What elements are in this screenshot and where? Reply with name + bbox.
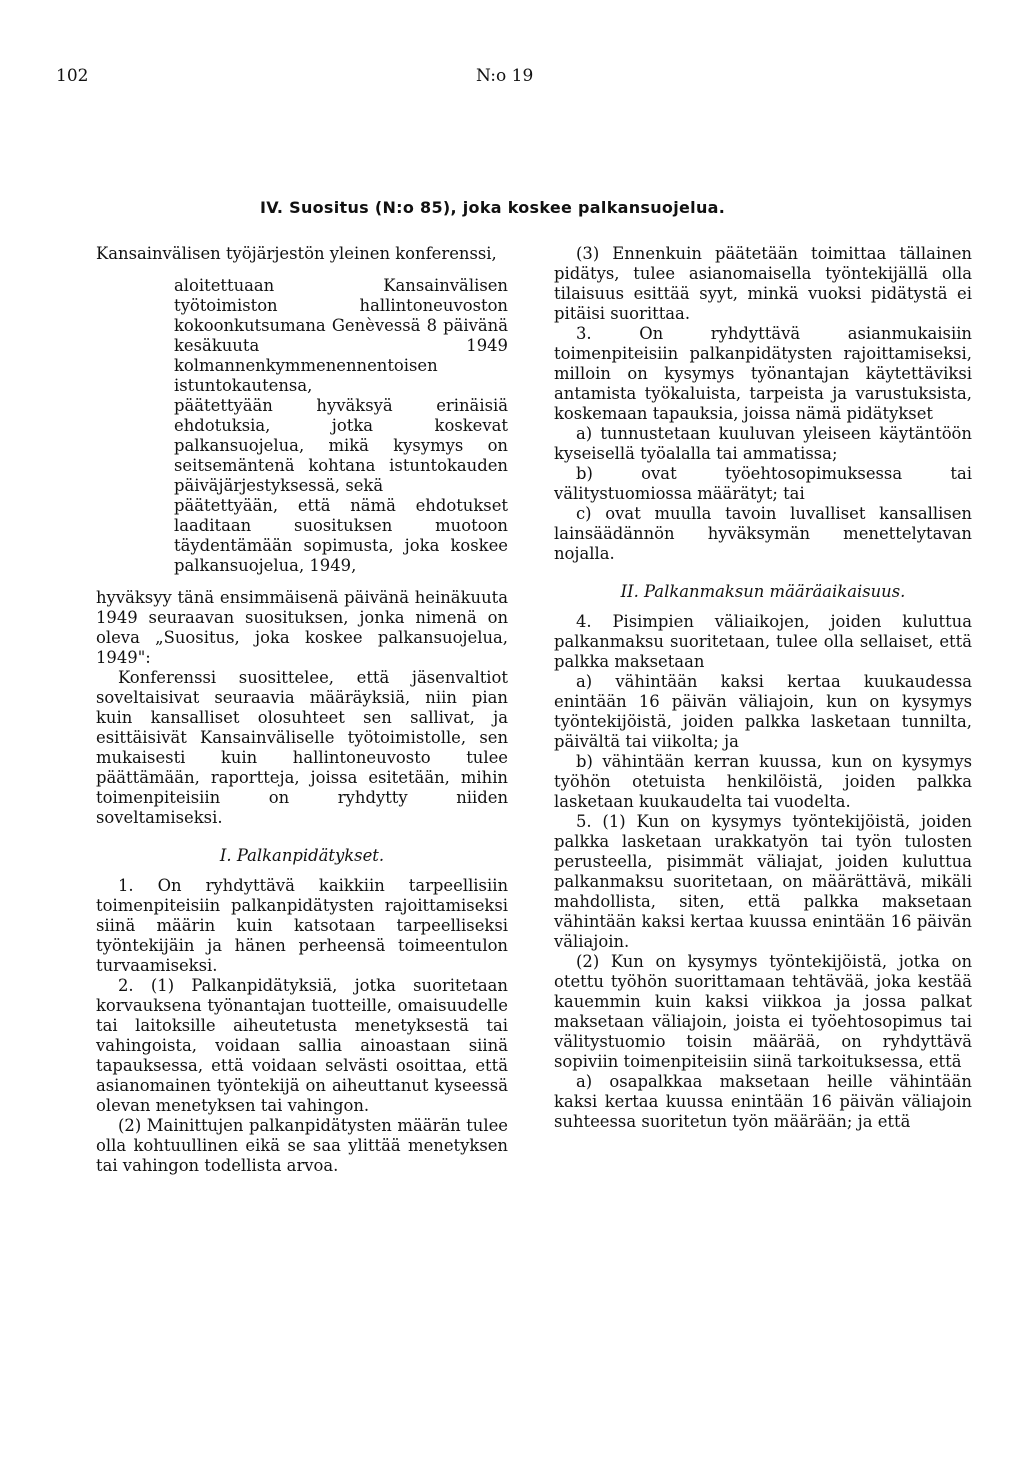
paragraph-item-4a: a) vähintään kaksi kertaa kuukaudessa enintään 16 päivän väliajoin, kun on kysymys työntekijöistä, joiden palkka lasketaan tunnilta, päivältä tai viikolta; ja [554,672,972,751]
paragraph-item-5-1: 5. (1) Kun on kysymys työntekijöistä, joiden palkka lasketaan urakkatyön tai työn tulosten perusteella, pisimmät väliajat, joiden kuluttua palkanmaksu suoritetaan, on määrättävä, mikäli mahdollista, siten, että palkka maksetaan vähintään kaksi kertaa kuussa enintään 16 päivän väliajoin. [554,812,972,951]
paragraph-item-3: 3. On ryhdyttävä asianmukaisiin toimenpiteisiin palkanpidätysten rajoittamiseksi, milloin on kysymys työnantajan käytettäviksi antamista työkaluista, tarpeista ja varustuksista, koskemaan tapauksia, joissa nämä pidätykset [554,324,972,423]
paragraph-item-4: 4. Pisimpien väliaikojen, joiden kuluttua palkanmaksu suoritetaan, tulee olla sellaiset, että palkka maksetaan [554,612,972,671]
subheading-wage-deductions: I. Palkanpidätykset. [219,846,385,865]
page-number: 102 [56,66,89,86]
paragraph-preamble-1: aloitettuaan Kansainvälisen työtoimiston hallintoneuvoston kokoonkutsumana Genèvessä 8 päivänä kesäkuuta 1949 kolmannenkymmenennentoisen istuntokautensa, [174,276,508,395]
paragraph-item-3c: c) ovat muulla tavoin luvalliset kansallisen lainsäädännön hyväksymän menettelytavan nojalla. [554,504,972,563]
left-column [96,244,508,1176]
paragraph-item-3b: b) ovat työehtosopimuksessa tai välitystuomiossa määrätyt; tai [554,464,972,503]
paragraph-item-5-2a: a) osapalkkaa maksetaan heille vähintään kaksi kertaa kuussa enintään 16 päivän väliajoin suhteessa suoritetun työn määrään; ja että [554,1072,972,1131]
paragraph-preamble-3: päätettyään, että nämä ehdotukset laaditaan suosituksen muotoon täydentämään sopimusta, joka koskee palkansuojelua, 1949, [174,496,508,575]
document-reference: N:o 19 [476,66,534,86]
paragraph-item-4b: b) vähintään kerran kuussa, kun on kysymys työhön otetuista henkilöistä, joiden palkka lasketaan kuukaudelta tai vuodelta. [554,752,972,811]
paragraph-item-2-3: (3) Ennenkuin päätetään toimittaa tällainen pidätys, tulee asianomaisella työntekijällä olla tilaisuus esittää syyt, minkä vuoksi pidätystä ei pitäisi suorittaa. [554,244,972,323]
paragraph-item-3a: a) tunnustetaan kuuluvan yleiseen käytäntöön kyseisellä työalalla tai ammatissa; [554,424,972,463]
paragraph-adopts: hyväksyy tänä ensimmäisenä päivänä heinäkuuta 1949 seuraavan suosituksen, jonka nimenä on oleva „Suositus, joka koskee palkansuojelua, 1949": [96,588,508,667]
paragraph-item-1: 1. On ryhdyttävä kaikkiin tarpeellisiin toimenpiteisiin palkanpidätysten rajoittamiseksi siinä määrin kuin katsotaan tarpeelliseksi työntekijäin ja hänen perheensä toimeentulon turvaamiseksi. [96,876,508,975]
paragraph-preamble-2: päätettyään hyväksyä erinäisiä ehdotuksia, jotka koskevat palkansuojelua, mikä kysymys on seitsemäntenä kohtana istuntokauden päiväjärjestyksessä, sekä [174,396,508,495]
section-title: IV. Suositus (N:o 85), joka koskee palkansuojelua. [260,198,726,217]
paragraph-item-2-1: 2. (1) Palkanpidätyksiä, jotka suoritetaan korvauksena työnantajan tuotteille, omaisuudelle tai laitoksille aiheutetusta menetyksestä tai vahingoista, voidaan sallia ainoastaan siinä tapauksessa, että voidaan selvästi osoittaa, että asianomainen työntekijä on aiheuttanut kyseessä olevan menetyksen tai vahingon. [96,976,508,1115]
paragraph-recommends: Konferenssi suosittelee, että jäsenvaltiot soveltaisivat seuraavia määräyksiä, niin pian kuin kansalliset olosuhteet sen sallivat, ja esittäisivät Kansainväliselle työtoimistolle, sen mukaisesti kuin hallintoneuvosto tulee päättämään, raportteja, joissa esitetään, mihin toimenpiteisiin on ryhdytty niiden soveltamiseksi. [96,668,508,827]
preamble-block [96,276,508,576]
paragraph-item-5-2: (2) Kun on kysymys työntekijöistä, jotka on otettu työhön suorittamaan tehtävää, joka kestää kauemmin kuin kaksi viikkoa ja jossa palkat maksetaan väliajoin, joista ei työehtosopimus tai välitystuomio toisin määrää, on ryhdyttävä sopiviin toimenpiteisiin siinä tarkoituksessa, että [554,952,972,1071]
right-column [554,244,972,1132]
paragraph-item-2-2: (2) Mainittujen palkanpidätysten määrän tulee olla kohtuullinen eikä se saa ylittää menetyksen tai vahingon todellista arvoa. [96,1116,508,1175]
paragraph-conference: Kansainvälisen työjärjestön yleinen konferenssi, [96,244,497,263]
subheading-payment-periodicity: II. Palkanmaksun määräaikaisuus. [620,582,906,601]
